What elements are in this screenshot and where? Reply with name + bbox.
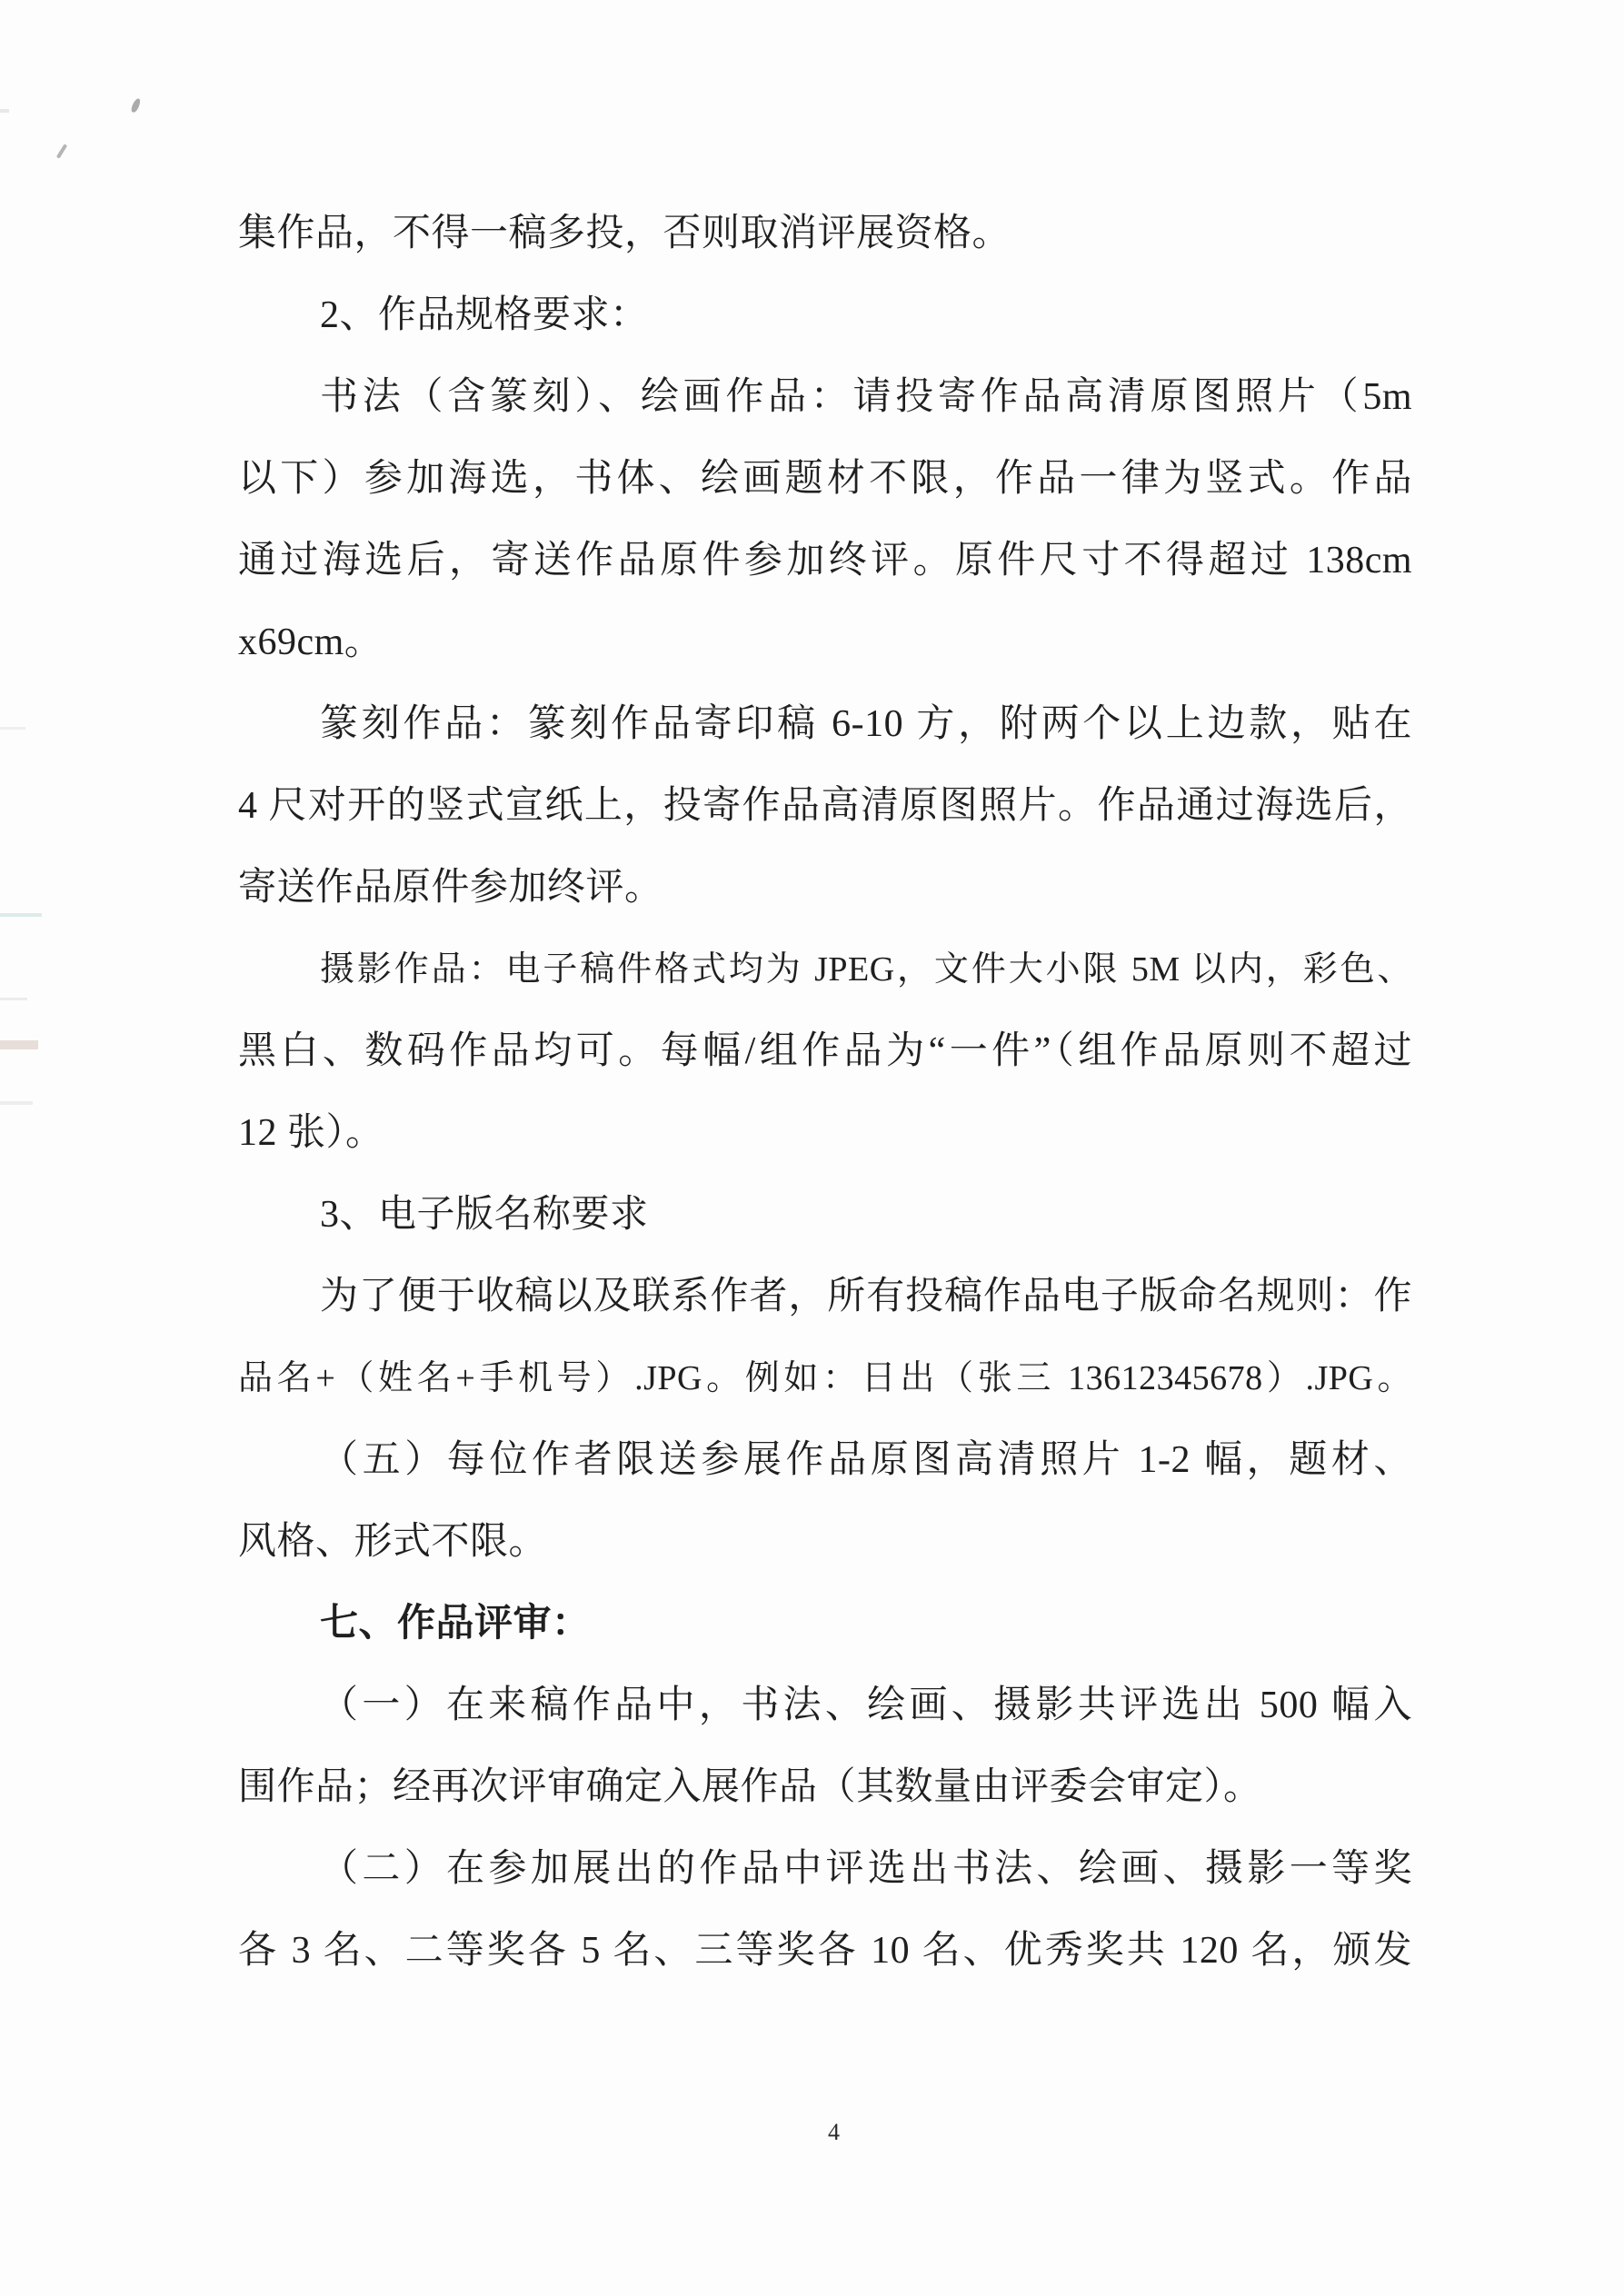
text-line: x69cm。: [238, 621, 384, 663]
text-line: （一）在来稿作品中，书法、绘画、摄影共评选出 500 幅入: [320, 1685, 1412, 1726]
text-line: 各 3 名、二等奖各 5 名、三等奖各 10 名、优秀奖共 120 名，颁发: [238, 1930, 1412, 1972]
text-line: 品名+（姓名+手机号）.JPG。例如：日出（张三 13612345678）.JPG。: [238, 1359, 1412, 1397]
text-line: 风格、形式不限。: [238, 1521, 548, 1563]
text-line: 寄送作品原件参加终评。: [238, 867, 663, 909]
text-line: 为了便于收稿以及联系作者，所有投稿作品电子版命名规则：作: [320, 1276, 1412, 1317]
scan-smudge-mark: [130, 98, 142, 114]
text-line: 4 尺对开的竖式宣纸上，投寄作品高清原图照片。作品通过海选后，: [238, 785, 1412, 827]
text-line: 围作品；经再次评审确定入展作品（其数量由评委会审定）。: [238, 1766, 1262, 1808]
text-line: （二）在参加展出的作品中评选出书法、绘画、摄影一等奖: [320, 1848, 1412, 1890]
scan-edge-streak: [0, 1101, 33, 1105]
text-line: 12 张）。: [238, 1112, 384, 1154]
section-heading: 3、电子版名称要求: [320, 1194, 649, 1236]
text-line: 黑白、数码作品均可。每幅/组作品为“一件”（组作品原则不超过: [238, 1030, 1412, 1072]
text-line: 通过海选后，寄送作品原件参加终评。原件尺寸不得超过 138cm: [238, 540, 1412, 581]
section-heading: 2、作品规格要求：: [320, 294, 649, 336]
scan-edge-streak: [0, 727, 25, 730]
scan-edge-streak: [0, 998, 27, 1000]
text-line: 集作品，不得一稿多投，否则取消评展资格。: [238, 213, 1011, 254]
document-body: [238, 193, 1412, 1992]
text-line: 摄影作品：电子稿件格式均为 JPEG，文件大小限 5M 以内，彩色、: [320, 950, 1412, 989]
scan-edge-streak: [0, 109, 9, 113]
section-heading-bold: 七、作品评审：: [320, 1603, 591, 1645]
scan-edge-streak: [0, 1040, 38, 1049]
scan-edge-streak: [0, 913, 42, 917]
scan-tick-mark: [56, 144, 67, 159]
text-line: （五）每位作者限送参展作品原图高清照片 1-2 幅，题材、: [320, 1439, 1412, 1481]
page-number: 4: [828, 2119, 840, 2145]
text-line: 书法（含篆刻）、绘画作品：请投寄作品高清原图照片（5m: [320, 376, 1412, 418]
text-line: 篆刻作品：篆刻作品寄印稿 6-10 方，附两个以上边款，贴在: [320, 703, 1412, 745]
text-line: 以下）参加海选，书体、绘画题材不限，作品一律为竖式。作品: [238, 458, 1412, 500]
